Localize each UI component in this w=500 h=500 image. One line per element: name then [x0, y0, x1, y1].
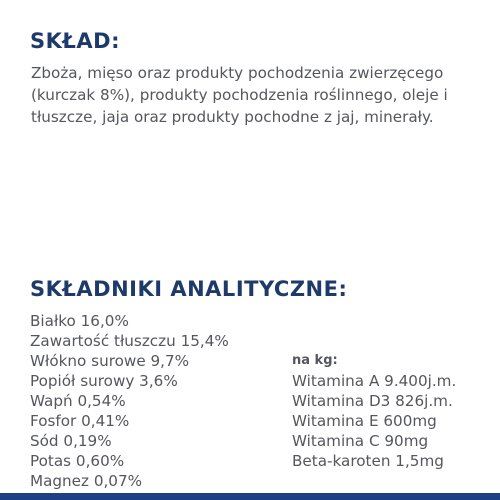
vitamin-item-beta-carotene: Beta-karoten 1,5mg [292, 452, 444, 470]
analytical-item-sodium: Sód 0,19% [30, 432, 112, 450]
bottom-accent-bar [0, 493, 500, 500]
analytical-item-magnesium: Magnez 0,07% [30, 472, 143, 490]
analytical-item-fat: Zawartość tłuszczu 15,4% [30, 332, 229, 350]
vitamin-item-d3: Witamina D3 826j.m. [292, 392, 453, 410]
analytical-item-potassium: Potas 0,60% [30, 452, 125, 470]
composition-text: Zboża, mięso oraz produkty pochodzenia zwierzęcego (kurczak 8%), produkty pochodzenia roślinnego, oleje i tłuszcze, jaja oraz produkty pochodne z jaj, minerały. [31, 64, 448, 126]
analytical-item-fibre: Włókno surowe 9,7% [30, 352, 190, 370]
analytical-item-ash: Popiół surowy 3,6% [30, 372, 178, 390]
vitamins-list [292, 371, 456, 471]
vitamin-item-a: Witamina A 9.400j.m. [292, 372, 457, 390]
vitamin-item-e: Witamina E 600mg [292, 412, 437, 430]
analytical-components-list [30, 311, 229, 491]
vitamin-item-c: Witamina C 90mg [292, 432, 429, 450]
analytical-components-heading: SKŁADNIKI ANALITYCZNE: [30, 277, 348, 301]
analytical-item-phosphorus: Fosfor 0,41% [30, 412, 130, 430]
analytical-item-protein: Białko 16,0% [30, 312, 129, 330]
analytical-item-calcium: Wapń 0,54% [30, 392, 126, 410]
vitamins-per-kg-title: na kg: [292, 353, 338, 368]
composition-heading: SKŁAD: [30, 29, 120, 53]
